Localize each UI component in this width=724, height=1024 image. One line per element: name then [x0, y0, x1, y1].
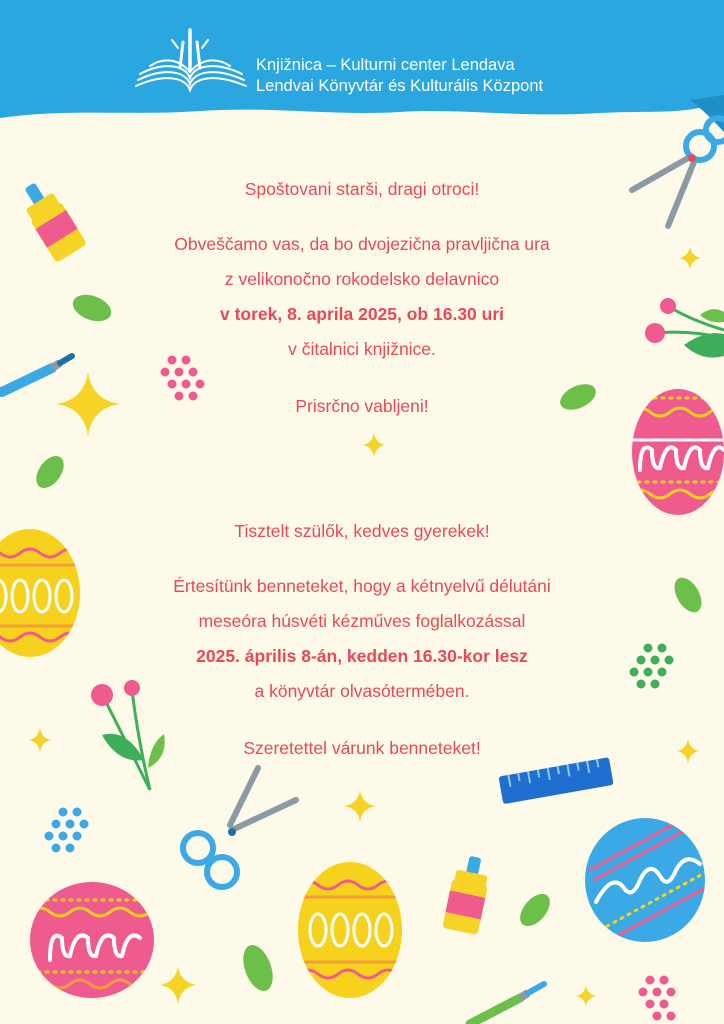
easter-egg-icon: [298, 862, 402, 998]
header-org-names: [256, 55, 543, 97]
easter-egg-icon: [0, 529, 80, 657]
scissors-icon: [632, 118, 724, 226]
hu-line1: Értesítünk benneteket, hogy a kétnyelvű délutáni: [173, 576, 551, 596]
dots-icon: [45, 808, 89, 853]
scissors-icon: [183, 768, 296, 887]
sl-place-line: v čitalnici knjižnice.: [288, 339, 436, 359]
sparkle-star-icon: [160, 966, 196, 1004]
leaf-icon: [514, 888, 555, 931]
hu-place-line: a könyvtár olvasótermében.: [254, 681, 470, 701]
leaf-icon: [69, 290, 115, 326]
glue-tube-icon: [14, 176, 87, 263]
easter-egg-icon: [630, 389, 724, 515]
leaf-icon: [238, 941, 279, 995]
paintbrush-icon: [2, 356, 72, 392]
cherry-branch-icon: [645, 298, 724, 358]
glue-tube-icon: [442, 853, 493, 935]
paintbrush-icon: [470, 984, 544, 1024]
easter-egg-icon: [585, 810, 716, 942]
easter-egg-icon: [30, 882, 155, 998]
sl-date-line: v torek, 8. aprila 2025, ob 16.30 uri: [219, 304, 505, 324]
leaf-icon: [31, 451, 70, 493]
sparkle-star-icon: [679, 246, 701, 270]
hu-date-line: 2025. április 8-án, kedden 16.30-kor lesz: [196, 646, 528, 666]
sl-greeting: Spoštovani starši, dragi otroci!: [244, 179, 480, 199]
dots-icon: [630, 644, 674, 689]
hu-greeting: Tisztelt szülők, kedves gyerekek!: [234, 521, 490, 541]
sparkle-star-icon: [344, 790, 376, 822]
sl-line2: z velikonočno rokodelsko delavnico: [224, 269, 500, 289]
sparkle-star-icon: [29, 727, 51, 753]
leaf-icon: [669, 573, 707, 617]
hu-line2: meseóra húsvéti kézműves foglalkozással: [198, 611, 526, 631]
sl-closing: Prisrčno vabljeni!: [295, 396, 429, 416]
dots-icon: [639, 976, 676, 1021]
org-name-hungarian: Lendvai Könyvtár és Kulturális Központ: [256, 77, 544, 95]
hu-closing: Szeretettel várunk benneteket!: [243, 738, 481, 758]
sl-line1: Obveščamo vas, da bo dvojezična pravljična ura: [174, 234, 550, 254]
org-name-slovenian: Knjižnica – Kulturni center Lendava: [256, 56, 515, 74]
sparkle-star-icon: [677, 738, 699, 764]
sparkle-star-icon: [576, 985, 596, 1007]
invitation-text: [110, 172, 614, 766]
